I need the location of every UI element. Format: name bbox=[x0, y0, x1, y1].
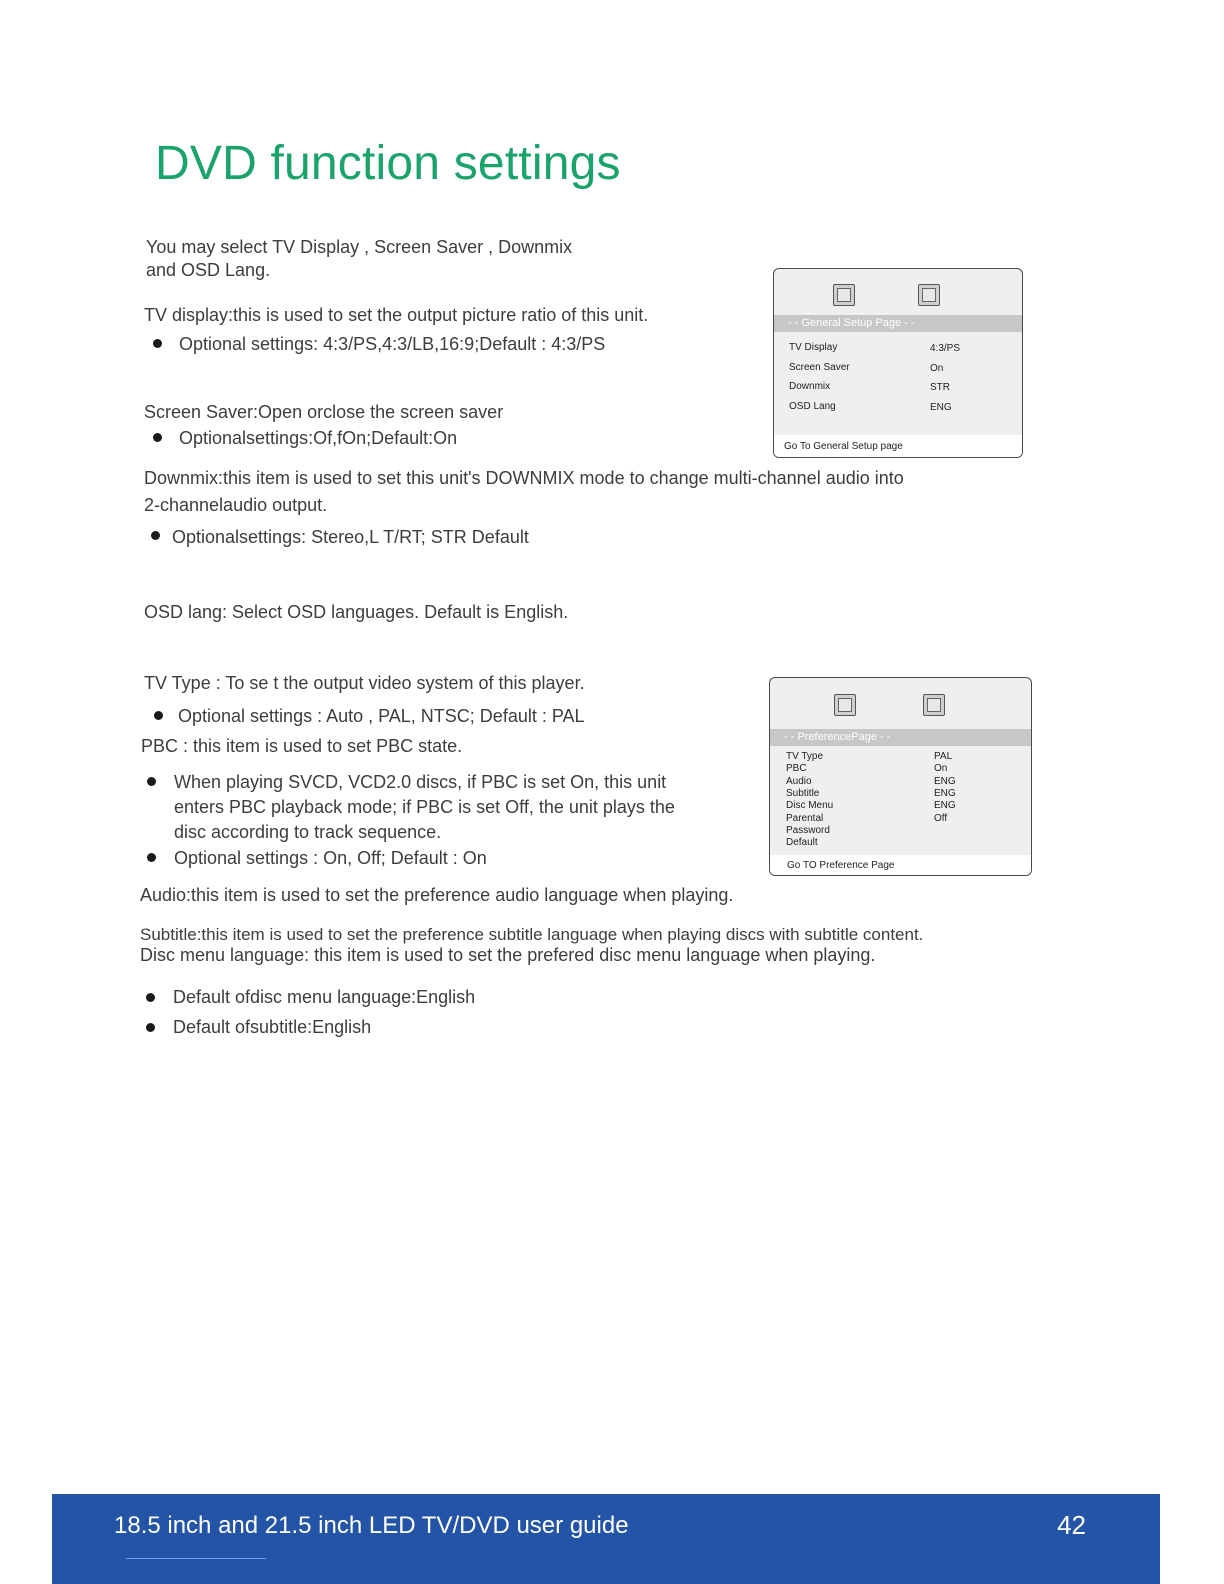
setting-label: Screen Saver bbox=[789, 362, 850, 373]
osd-icon-row bbox=[770, 678, 1031, 724]
osd-lang-text: OSD lang: Select OSD languages. Default is English. bbox=[144, 602, 569, 622]
screen-saver-text: Screen Saver:Open orclose the screen saver bbox=[144, 402, 504, 422]
pbc-text: PBC : this item is used to set PBC state. bbox=[141, 736, 463, 756]
pbc-description-cont: enters PBC playback mode; if PBC is set Off, the unit plays the bbox=[174, 797, 675, 817]
intro-text-cont: and OSD Lang. bbox=[146, 260, 271, 280]
setting-label: PBC bbox=[786, 763, 807, 774]
default-disc-menu: Default ofdisc menu language:English bbox=[173, 987, 476, 1007]
preference-icon bbox=[918, 284, 940, 306]
bullet-icon bbox=[146, 993, 155, 1002]
osd-icon-row bbox=[774, 269, 1022, 315]
setting-label: TV Type bbox=[786, 751, 824, 762]
subtitle-text: Subtitle:this item is used to set the preference subtitle language when playing discs with subtitle content. bbox=[140, 925, 924, 944]
bullet-icon bbox=[153, 339, 162, 348]
screen-saver-options: Optionalsettings:Of,fOn;Default:On bbox=[179, 428, 458, 448]
preference-screen bbox=[769, 677, 1032, 876]
tv-type-options: Optional settings : Auto , PAL, NTSC; Default : PAL bbox=[178, 706, 585, 726]
setting-value: ENG bbox=[934, 800, 956, 811]
setting-label: TV Display bbox=[789, 342, 838, 353]
setting-label: OSD Lang bbox=[789, 401, 836, 412]
pbc-description-cont2: disc according to track sequence. bbox=[174, 822, 442, 842]
setting-label: Subtitle bbox=[786, 788, 820, 799]
general-setup-header: - - General Setup Page - - bbox=[774, 315, 1022, 332]
setting-label: Default bbox=[786, 837, 818, 848]
bullet-icon bbox=[154, 711, 163, 720]
bullet-icon bbox=[146, 1023, 155, 1032]
tv-display-text: TV display:this is used to set the output picture ratio of this unit. bbox=[144, 305, 649, 325]
setting-value: On bbox=[930, 363, 944, 374]
general-setup-footer: Go To General Setup page bbox=[774, 435, 1022, 457]
intro-text: You may select TV Display , Screen Saver , Downmix bbox=[146, 237, 573, 257]
downmix-text: Downmix:this item is used to set this unit's DOWNMIX mode to change multi-channel audio into bbox=[144, 468, 904, 488]
bullet-icon bbox=[147, 853, 156, 862]
setting-label: Password bbox=[786, 825, 830, 836]
setting-label: Downmix bbox=[789, 381, 831, 392]
tv-type-text: TV Type : To se t the output video system of this player. bbox=[144, 673, 585, 693]
downmix-options: Optionalsettings: Stereo,L T/RT; STR Default bbox=[172, 527, 529, 547]
setting-value: Off bbox=[934, 813, 948, 824]
setting-value: On bbox=[934, 763, 948, 774]
setting-label: Disc Menu bbox=[786, 800, 834, 811]
setting-value: STR bbox=[930, 382, 950, 393]
tv-display-options: Optional settings: 4:3/PS,4:3/LB,16:9;Default : 4:3/PS bbox=[179, 334, 606, 354]
preference-icon bbox=[923, 694, 945, 716]
setting-value: ENG bbox=[930, 402, 952, 413]
setting-value: PAL bbox=[934, 751, 953, 762]
general-setup-icon bbox=[834, 694, 856, 716]
disc-menu-text: Disc menu language: this item is used to set the prefered disc menu language when playing. bbox=[140, 945, 876, 965]
general-setup-icon bbox=[833, 284, 855, 306]
setting-value: ENG bbox=[934, 776, 956, 787]
setting-value: 4:3/PS bbox=[930, 343, 961, 354]
page-title: DVD function settings bbox=[155, 137, 621, 190]
downmix-text-cont: 2-channelaudio output. bbox=[144, 495, 328, 515]
pbc-options: Optional settings : On, Off; Default : On bbox=[174, 848, 487, 868]
general-setup-screen bbox=[773, 268, 1023, 458]
footer-bar bbox=[52, 1494, 1160, 1584]
bullet-icon bbox=[153, 433, 162, 442]
default-subtitle: Default ofsubtitle:English bbox=[173, 1017, 372, 1037]
setting-value: ENG bbox=[934, 788, 956, 799]
pbc-description: When playing SVCD, VCD2.0 discs, if PBC is set On, this unit bbox=[174, 772, 667, 792]
bullet-icon bbox=[147, 777, 156, 786]
bullet-icon bbox=[151, 531, 160, 540]
page-number: 42 bbox=[1057, 1510, 1086, 1540]
audio-text: Audio:this item is used to set the preference audio language when playing. bbox=[140, 885, 734, 905]
setting-label: Audio bbox=[786, 776, 812, 787]
footer-underline bbox=[126, 1558, 266, 1559]
preference-footer: Go TO Preference Page bbox=[770, 855, 1031, 875]
setting-label: Parental bbox=[786, 813, 824, 824]
guide-title: 18.5 inch and 21.5 inch LED TV/DVD user guide bbox=[114, 1512, 629, 1539]
preference-header: - - PreferencePage - - bbox=[770, 729, 1031, 746]
